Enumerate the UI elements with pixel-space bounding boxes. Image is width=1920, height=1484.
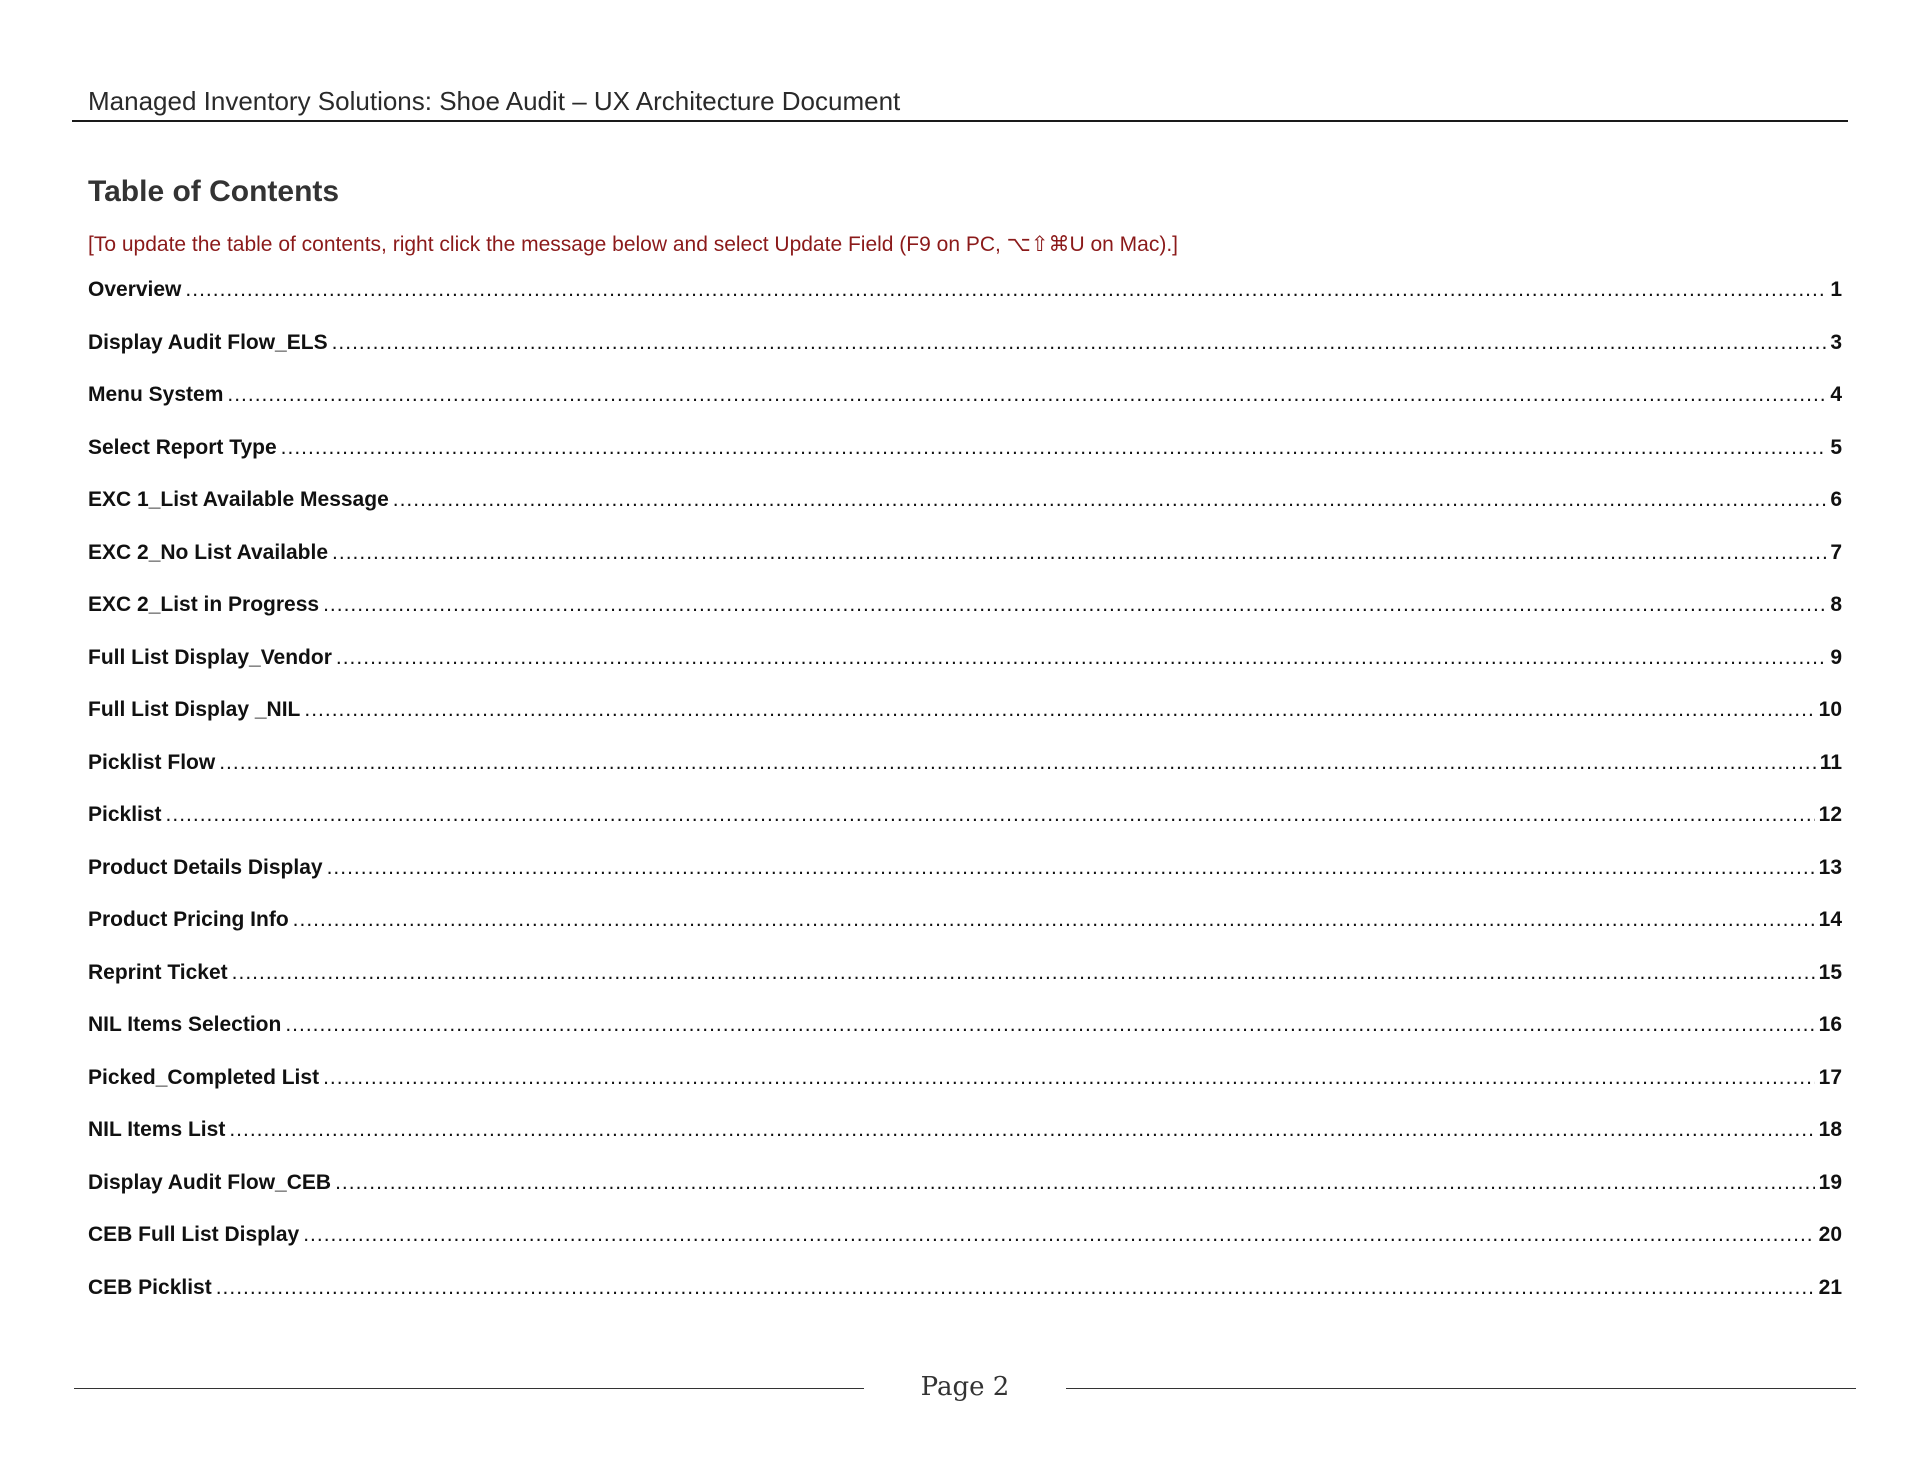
toc-entry-picked-completed-list[interactable] — [88, 1058, 1842, 1111]
toc-entry-page: 4 — [1830, 383, 1842, 406]
toc-entry-page: 18 — [1818, 1118, 1842, 1141]
toc-entry-page: 20 — [1818, 1223, 1842, 1246]
toc-dot-leader — [327, 848, 1815, 888]
document-header — [72, 84, 1848, 122]
toc-heading: Table of Contents — [88, 175, 340, 208]
toc-dot-leader — [285, 1005, 1814, 1045]
toc-entry-full-list-display-nil[interactable] — [88, 690, 1842, 743]
toc-dot-leader — [332, 323, 1827, 363]
toc-entry-title: Full List Display_Vendor — [88, 645, 332, 669]
toc-entry-page: 15 — [1818, 960, 1842, 984]
toc-entry-display-audit-flow-els[interactable] — [88, 323, 1842, 376]
toc-entry-page: 3 — [1830, 330, 1842, 354]
toc-entry-nil-items-list[interactable] — [88, 1110, 1842, 1163]
toc-entry-title: NIL Items Selection — [88, 1013, 282, 1036]
toc-dot-leader — [336, 638, 1826, 678]
toc-entry-product-details-display[interactable] — [88, 848, 1842, 901]
toc-entry-title: Reprint Ticket — [88, 960, 228, 984]
toc-entry-picklist-flow[interactable] — [88, 743, 1842, 796]
toc-entry-page: 19 — [1818, 1170, 1842, 1194]
footer-page-number: Page 2 — [920, 1372, 1010, 1402]
toc-entry-exc2-list-in-progress[interactable] — [88, 585, 1842, 638]
toc-entry-ceb-picklist[interactable] — [88, 1268, 1842, 1321]
toc-dot-leader — [293, 900, 1815, 940]
toc-entry-nil-items-selection[interactable] — [88, 1005, 1842, 1058]
toc-entry-page: 1 — [1830, 278, 1842, 301]
toc-entry-page: 12 — [1818, 803, 1842, 826]
toc-entry-page: 10 — [1818, 698, 1842, 721]
toc-entry-title: Full List Display _NIL — [88, 698, 301, 721]
toc-entry-title: Product Pricing Info — [88, 908, 289, 931]
toc-dot-leader — [219, 743, 1816, 783]
footer-rule-right — [1066, 1388, 1856, 1389]
toc-dot-leader — [166, 795, 1815, 835]
toc-entry-title: Display Audit Flow_ELS — [88, 330, 328, 354]
toc-entry-page: 16 — [1818, 1013, 1842, 1036]
toc-entry-title: CEB Picklist — [88, 1275, 212, 1299]
toc-entry-title: Product Details Display — [88, 855, 323, 879]
toc-dot-leader — [332, 533, 1826, 573]
toc-dot-leader — [229, 1110, 1814, 1150]
toc-entry-title: Picklist — [88, 803, 162, 826]
toc-entry-page: 14 — [1818, 908, 1842, 931]
toc-entry-page: 21 — [1818, 1275, 1842, 1299]
footer-rule-left — [74, 1388, 864, 1389]
toc-dot-leader — [335, 1163, 1815, 1203]
toc-entry-ceb-full-list-display[interactable] — [88, 1215, 1842, 1268]
toc-entry-picklist[interactable] — [88, 795, 1842, 848]
toc-entry-page: 8 — [1830, 593, 1842, 616]
toc-dot-leader — [232, 953, 1815, 993]
toc-entry-overview[interactable] — [88, 270, 1842, 323]
toc-dot-leader — [185, 270, 1826, 310]
toc-entry-title: Display Audit Flow_CEB — [88, 1170, 332, 1194]
toc-entry-page: 5 — [1830, 435, 1842, 459]
toc-dot-leader — [323, 585, 1826, 625]
toc-dot-leader — [323, 1058, 1815, 1098]
document-title: Managed Inventory Solutions: Shoe Audit – UX Architecture Document — [88, 86, 901, 116]
toc-entry-full-list-display-vendor[interactable] — [88, 638, 1842, 691]
toc-entry-page: 17 — [1818, 1065, 1842, 1089]
toc-dot-leader — [303, 1215, 1814, 1255]
toc-dot-leader — [281, 428, 1827, 468]
toc-entry-page: 13 — [1818, 855, 1842, 879]
toc-entry-exc2-no-list-available[interactable] — [88, 533, 1842, 586]
toc-entry-reprint-ticket[interactable] — [88, 953, 1842, 1006]
toc-entry-page: 11 — [1819, 750, 1842, 774]
toc-entry-display-audit-flow-ceb[interactable] — [88, 1163, 1842, 1216]
toc-update-note: [To update the table of contents, right click the message below and select Update Field (F9 on PC, ⌥⇧⌘U on Mac).] — [88, 233, 1179, 256]
toc-entry-title: CEB Full List Display — [88, 1223, 300, 1246]
toc-dot-leader — [393, 480, 1827, 520]
toc-entry-title: NIL Items List — [88, 1118, 226, 1141]
toc-entry-exc1-list-available-message[interactable] — [88, 480, 1842, 533]
toc-entry-title: Menu System — [88, 383, 224, 406]
toc-entry-title: EXC 2_No List Available — [88, 540, 329, 564]
toc-entry-page: 9 — [1830, 645, 1842, 669]
toc-list — [88, 270, 1842, 1320]
toc-entry-title: Picklist Flow — [88, 750, 216, 774]
toc-dot-leader — [304, 690, 1814, 730]
toc-entry-title: Select Report Type — [88, 435, 277, 459]
toc-entry-menu-system[interactable] — [88, 375, 1842, 428]
toc-entry-title: EXC 1_List Available Message — [88, 488, 389, 511]
toc-entry-page: 6 — [1830, 488, 1842, 511]
toc-entry-product-pricing-info[interactable] — [88, 900, 1842, 953]
toc-dot-leader — [216, 1268, 1815, 1308]
toc-entry-title: Overview — [88, 278, 182, 301]
toc-entry-page: 7 — [1830, 540, 1842, 564]
toc-entry-title: EXC 2_List in Progress — [88, 593, 320, 616]
toc-entry-title: Picked_Completed List — [88, 1065, 320, 1089]
toc-entry-select-report-type[interactable] — [88, 428, 1842, 481]
toc-dot-leader — [227, 375, 1826, 415]
